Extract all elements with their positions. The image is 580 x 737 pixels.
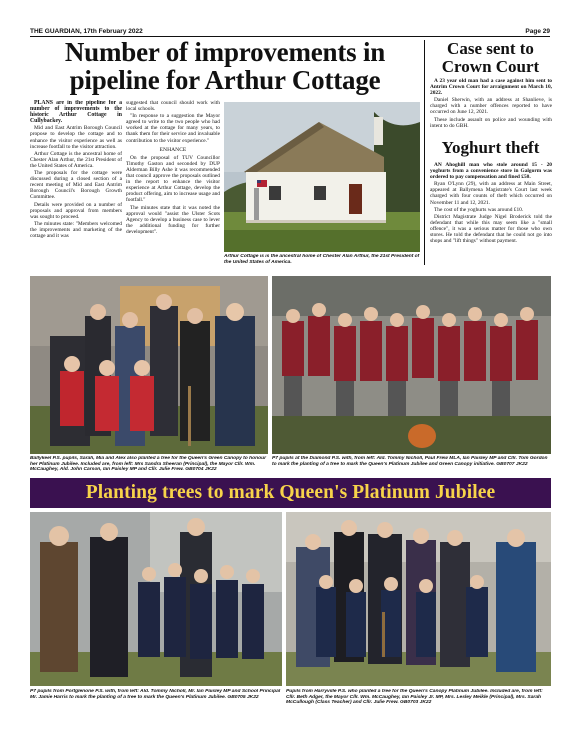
ballykeel-photo xyxy=(30,276,268,454)
story-paragraph: The minutes state that it was noted the approval would "assist the Ulster Scots Agency to develop a business case to lever the additional funding for further development". xyxy=(126,204,220,235)
story-paragraph: Details were provided on a number of proposals and approval from members was sought to proceed. xyxy=(30,201,122,220)
story-paragraph: "In response to a suggestion the Mayor agreed to write to the two people who had worked at the cottage for many years, to thank them for their service and invaluable contribution to the visitor experience." xyxy=(126,113,220,144)
cottage-photo xyxy=(224,102,420,252)
column-divider xyxy=(424,40,425,265)
story-paragraph: These include assault on police and wounding with intent to do GBH. xyxy=(430,116,552,129)
story-paragraph: Arthur Cottage is the ancestral home of Chester Alan Arthur, the 21st President of the United States of America. xyxy=(30,150,122,169)
diamond-photo xyxy=(272,276,551,454)
banner-text: Planting trees to mark Queen's Platinum Jubilee xyxy=(85,482,496,503)
diamond-photo-caption: P7 pupils at the Diamond P.S. with, from left: Ald. Tommy Nicholl, Paul Frew MLA, Ian Paisley MP and Cllr. Tom Gordon to mark the planting of a tree to mark the Queen's Platinum Jubilee and Green Canopy initiative. GB0707 JK22 xyxy=(272,456,548,467)
harryville-photo-caption: Pupils from Harryville P.S. who planted a tree for the Queen's Canopy Platinum Jubilee. Included are, from left: Cllr. Beth Adger, the Mayor Cllr. Wm. McCaughey, Ian Paisley Jr. MP, Mrs. Lesley Meikle (Principal), Mrs. Sarah McCullough (Class Teacher) and Cllr. Julie Frew. GB0703 JK22 xyxy=(286,689,543,706)
side-story-2-body xyxy=(430,162,552,266)
story-paragraph: The minutes state: "Members welcomed the improvements and marketing of the cottage and it was xyxy=(30,220,122,239)
page-number: Page 29 xyxy=(525,27,550,35)
story-paragraph: AN Ahoghill man who stole around 15 - 20 yoghurts from a convenience store in Galgorm was ordered to pay compensation and fined £50. xyxy=(430,162,552,181)
side-headline-crown-court: Case sent to Crown Court xyxy=(441,39,540,76)
masthead-left: THE GUARDIAN, 17th February 2022 xyxy=(30,27,143,35)
portglenone-photo xyxy=(30,512,282,686)
story-paragraph: Daniel Sherwin, with an address at Shanlieve, is charged with a number offences reported to have occurred on June 12, 2021. xyxy=(430,97,552,116)
story-paragraph: District Magistrate Judge Nigel Broderick told the defendant that while this may seem like a "small offence", it was a serious matter for those who own stores. He told the defendant that he could not go into shops and "lift things" without payment. xyxy=(430,213,552,245)
main-story-col-2 xyxy=(126,100,220,266)
main-headline: Number of improvements in pipeline for Arthur Cottage xyxy=(64,37,386,95)
story-paragraph: Ryan O'Lynn (29), with an address at Main Street, appeared at Ballymena Magistrate's Court last week charged with four counts of theft which occurred on November 11 and 12, 2021. xyxy=(430,181,552,206)
story-paragraph: Mid and East Antrim Borough Council propose to develop the cottage and to enhance the visitor experience as well as increase footfall to the visitor attraction. xyxy=(30,125,122,150)
section-banner xyxy=(30,478,551,508)
story-paragraph: The proposals for the cottage were discussed during a closed section of a recent meeting of Mid and East Antrim Borough Council's Borough Growth Committee. xyxy=(30,170,122,201)
cottage-photo-caption: Arthur Cottage is is the ancestral home of Chester Alan Arthur, the 21st President of the United States of America. xyxy=(224,254,420,265)
story-subhead: ENHANCE xyxy=(159,146,187,153)
masthead xyxy=(30,26,550,36)
story-paragraph: PLANS are in the pipeline for a number of improvements to the historic Arthur Cottage in Cullybackey. xyxy=(30,100,122,125)
story-paragraph: A 23 year old man had a case against him sent to Antrim Crown Court for arraignment on March 10, 2022. xyxy=(430,78,552,97)
portglenone-photo-caption: P7 pupils from Portglenone P.S. with, from left: Ald. Tommy Nicholl, Mr. Ian Paisley MP and School Principal Mr. Jamie Harris to mark the planting of a tree to mark the Queen's Platinum Jubilee. GB0705 JK22 xyxy=(30,689,281,700)
ballykeel-photo-caption: Ballykeel P.S. pupils, Sarah, Mia and Alex also planted a tree for the Queen's Green Canopy to honour her Platinum Jubilee. Included are, from left: Mrs Sandra Sheeran (Principal), the Mayor Cllr. Wm. McCaughey, Ald. John Carson, Ian Paisley MP and Cllr. Julie Frew. GB0704 JK22 xyxy=(30,456,266,473)
side-story-1-body xyxy=(430,78,552,130)
main-story-col-1 xyxy=(30,100,122,266)
story-paragraph: The cost of the yoghurts was around £10. xyxy=(434,206,524,213)
story-paragraph: suggested that council should work with local schools. xyxy=(126,100,220,113)
story-paragraph: On the proposal of TUV Councillor Timothy Gaston and seconded by DUP Alderman Billy Ashe it was recommended that council approve the proposals outlined in the report to enhance the visitor experience at Arthur Cottage, develop the product offering, aim to increase usage and footfall." xyxy=(126,154,220,204)
harryville-photo xyxy=(286,512,551,686)
side-headline-yoghurt-theft: Yoghurt theft xyxy=(441,138,540,157)
